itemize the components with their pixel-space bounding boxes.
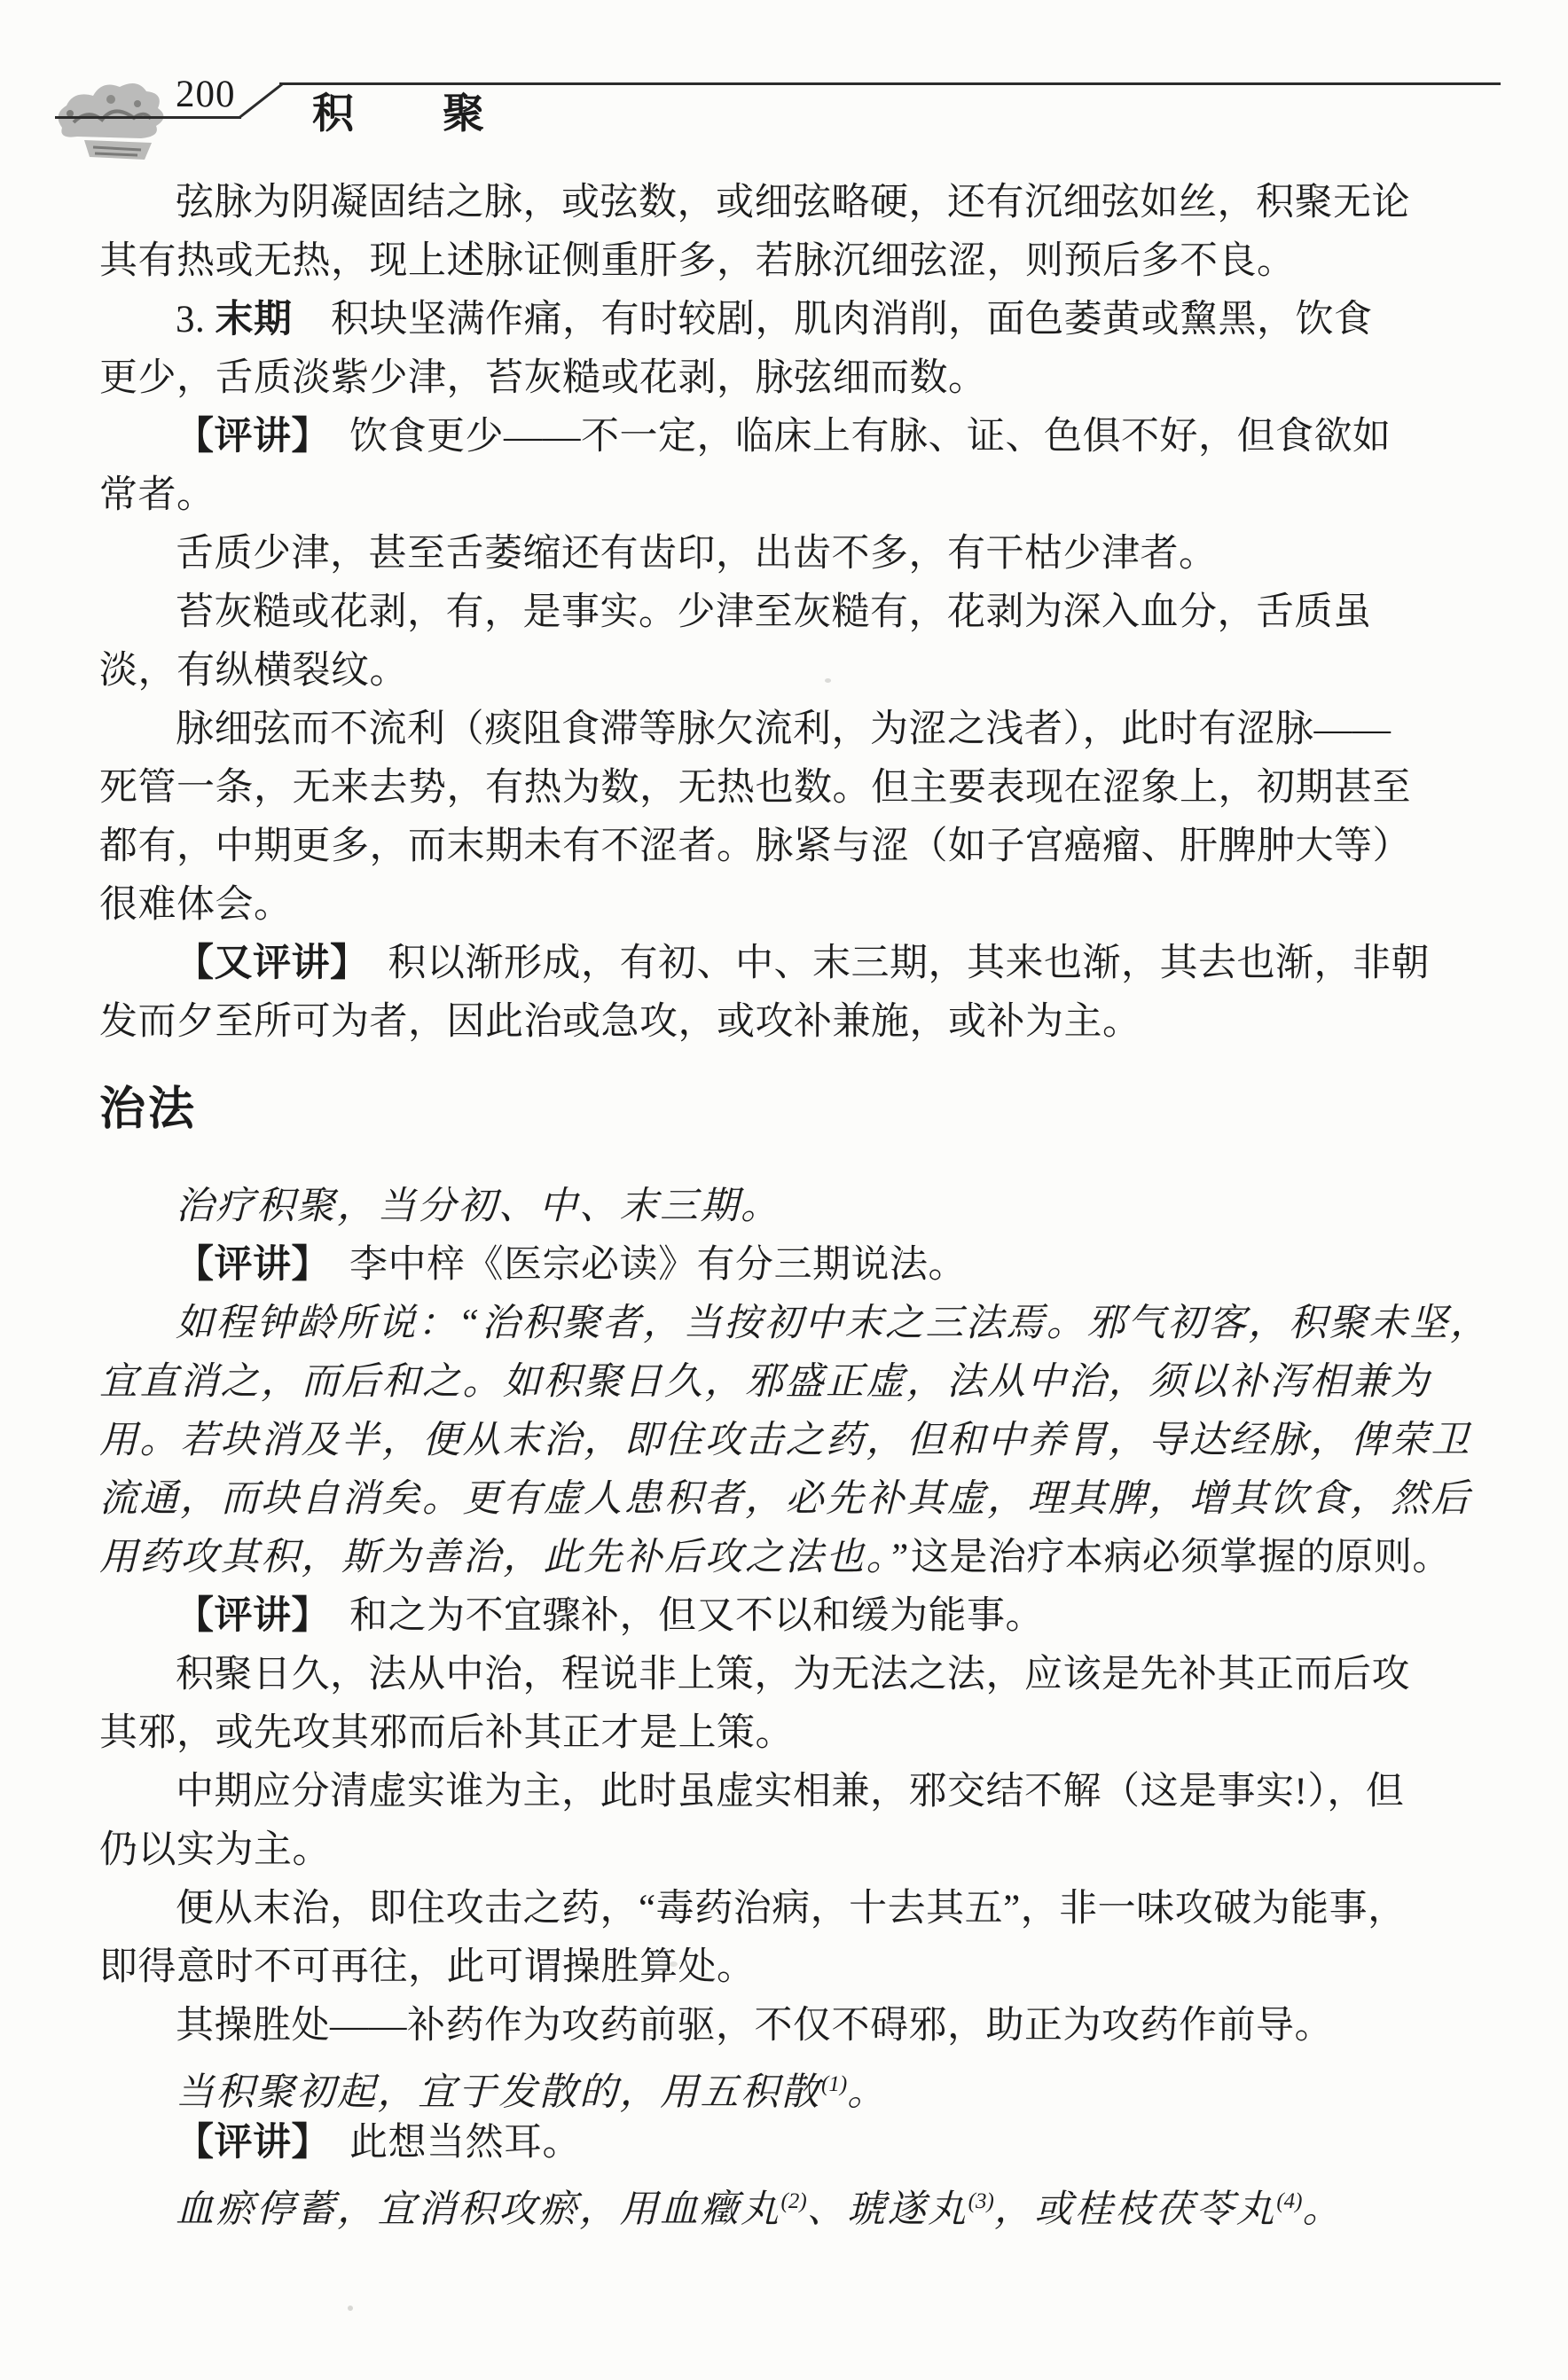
text-segment-kai: ，或桂枝茯苓丸 [993,2188,1277,2231]
text-segment-song: 李中梓《医宗必读》有分三期说法。 [310,1244,967,1286]
decorative-stamp [49,74,182,168]
text-segment-song: 这是治疗本病必须掌握的原则。 [910,1537,1451,1578]
text-segment-bold: 【评讲】 [176,2122,311,2164]
text-segment-song: 其有热或无热，现上述脉证侧重肝多，若脉沉细弦涩，则预后多不良。 [99,240,1296,282]
text-line [99,1529,1515,1587]
text-line [99,818,1515,876]
text-segment-bold: 【评讲】 [176,1244,311,1286]
text-segment-song: 死管一条，无来去势，有热为数，无热也数。但主要表现在涩象上，初期甚至 [99,767,1411,809]
text-line [99,408,1515,466]
text-segment-song: 即得意时不可再往，此可谓操胜算处。 [99,1946,756,1988]
text-line [99,174,1515,232]
text-segment-sup: (1) [821,2072,848,2096]
text-segment-song: 常者。 [99,474,216,516]
text-segment-kai: 。 [1302,2188,1343,2231]
text-line [99,1236,1515,1295]
text-segment-song: 3. [176,299,216,341]
text-segment-song: 很难体会。 [99,884,293,926]
text-line [99,935,1515,993]
text-line [99,291,1515,349]
text-segment-song: 便从末治，即住攻击之药，“毒药治病，十去其五”，非一味攻破为能事， [176,1888,1407,1930]
text-segment-kai: 用。若块消及半，便从末治，即住攻击之药，但和中养胃，导达经脉，俾荣卫 [99,1420,1471,1461]
text-segment-sup: (4) [1276,2189,1303,2213]
text-segment-song: 其操胜处——补药作为攻药前驱，不仅不碍邪，助正为攻药作前导。 [176,2005,1333,2047]
text-segment-kai: 如程钟龄所说：“治积聚者，当按初中末之三法焉。邪气初客，积聚未坚， [176,1303,1491,1344]
text-segment-song: 积以渐形成，有初、中、末三期，其来也渐，其去也渐，非朝 [349,943,1430,984]
text-segment-song: 其邪，或先攻其邪而后补其正才是上策。 [99,1712,794,1754]
scan-speck [825,678,831,683]
body-text [99,174,1515,2231]
page-number: 200 [176,74,236,115]
text-line [99,1412,1515,1470]
text-segment-bold: 【评讲】 [176,416,311,458]
text-line [99,701,1515,759]
text-line [99,1470,1515,1529]
text-segment-kai: 血瘀停蓄，宜消积攻瘀，用血癥丸 [176,2188,781,2231]
section-heading: 治法 [99,1084,198,1135]
text-segment-song: 舌质少津，甚至舌萎缩还有齿印，出齿不多，有干枯少津者。 [176,533,1218,575]
text-segment-kai: 流通，而块自消矣。更有虚人患积者，必先补其虚，理其脾，增其饮食，然后 [99,1478,1471,1520]
text-line [99,1178,1515,1236]
text-line [99,349,1515,408]
text-line [99,1587,1515,1646]
text-segment-song: 饮食更少——不一定，临床上有脉、证、色俱不好，但食欲如 [310,416,1392,458]
text-segment-song: 积聚日久，法从中治，程说非上策，为无法之法，应该是先补其正而后攻 [176,1654,1410,1695]
text-line [99,1997,1515,2055]
header-rule-under [55,116,241,119]
text-segment-bold: 末期 [215,299,293,341]
text-segment-song: 淡，有纵横裂纹。 [99,650,408,692]
text-segment-sup: (2) [780,2189,807,2213]
text-line [99,1353,1515,1412]
text-segment-kai: 治疗积聚，当分初、中、末三期。 [176,1186,781,1227]
text-line [99,1880,1515,1938]
text-segment-bold: 【评讲】 [176,1595,311,1637]
text-line [99,1646,1515,1704]
text-segment-song: 弦脉为阴凝固结之脉，或弦数，或细弦略硬，还有沉细弦如丝，积聚无论 [176,182,1410,223]
text-segment-kai: 。 [847,2071,888,2114]
text-line [99,525,1515,583]
scan-speck [670,1961,678,1967]
text-segment-song: 中期应分清虚实谁为主，此时虽虚实相兼，邪交结不解（这是事实!），但 [176,1771,1405,1812]
text-line [99,1763,1515,1821]
text-segment-song: 更少，舌质淡紫少津，苔灰糙或花剥，脉弦细而数。 [99,357,987,399]
text-line [99,2055,1515,2114]
header-rule-top [279,82,1501,85]
text-line [99,876,1515,935]
text-line [99,2173,1515,2231]
text-segment-song: 脉细弦而不流利（痰阻食滞等脉欠流利，为涩之浅者），此时有涩脉—— [176,709,1392,750]
text-line [99,466,1515,525]
text-segment-song: 此想当然耳。 [310,2122,581,2164]
text-segment-song: 发而夕至所可为者，因此治或急攻，或攻补兼施，或补为主。 [99,1001,1141,1043]
text-line [99,1938,1515,1997]
text-segment-song: 和之为不宜骤补，但又不以和缓为能事。 [310,1595,1044,1637]
running-title: 积 聚 [312,91,486,137]
text-line [99,1821,1515,1880]
text-segment-kai: 用药攻其积，斯为善治，此先补后攻之法也。” [99,1537,911,1578]
text-segment-song: 积块坚满作痛，有时较剧，肌肉消削，面色萎黄或黧黑，饮食 [292,299,1373,341]
text-segment-kai: 当积聚初起，宜于发散的，用五积散 [176,2071,821,2114]
text-line [99,232,1515,291]
text-segment-kai: 宜直消之，而后和之。如积聚日久，邪盛正虚，法从中治，须以补泻相兼为 [99,1361,1431,1403]
text-segment-sup: (3) [968,2189,994,2213]
text-line [99,1704,1515,1763]
text-line [99,993,1515,1052]
text-line [99,583,1515,642]
text-segment-kai: 、琥遂丸 [806,2188,968,2231]
text-segment-song: 仍以实为主。 [99,1829,331,1871]
text-segment-song: 苔灰糙或花剥，有，是事实。少津至灰糙有，花剥为深入血分，舌质虽 [176,591,1372,633]
text-segment-bold: 【又评讲】 [176,943,349,984]
text-line [99,642,1515,701]
text-line [99,1295,1515,1353]
text-line [99,759,1515,818]
text-line [99,2114,1515,2173]
text-segment-song: 都有，中期更多，而末期未有不涩者。脉紧与涩（如子宫癌瘤、肝脾肿大等） [99,826,1411,867]
scan-speck [348,2306,353,2311]
header-rule-diagonal [239,82,284,119]
